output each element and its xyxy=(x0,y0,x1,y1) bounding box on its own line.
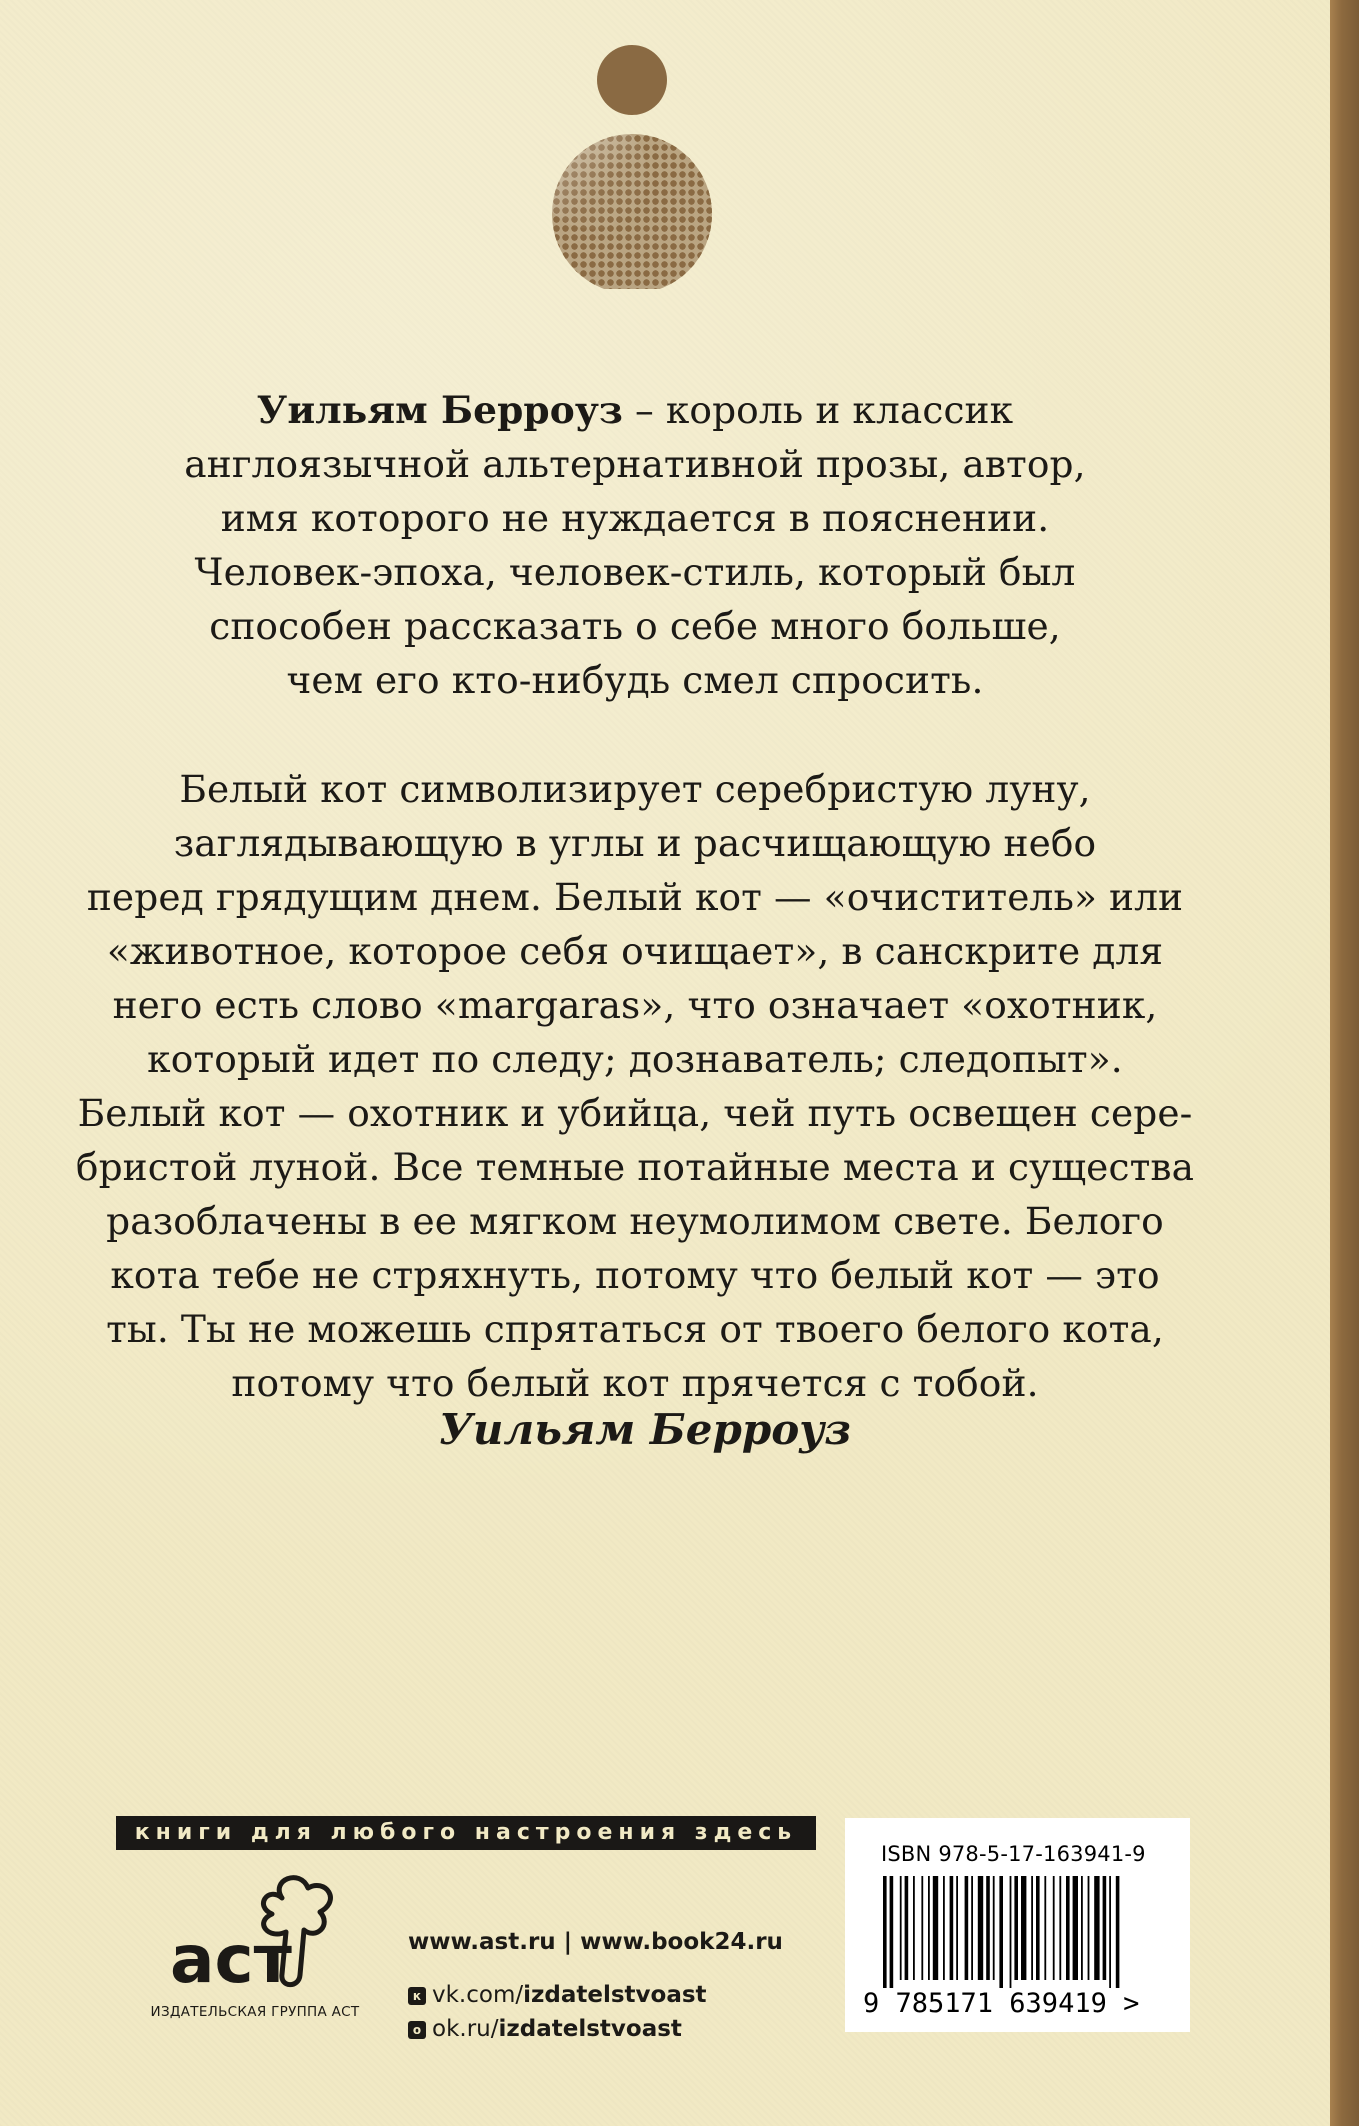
barcode-bar xyxy=(1088,1876,1090,1980)
ok-icon: о xyxy=(408,2021,426,2039)
quote-line: бристой луной. Все темные потайные места и существа xyxy=(75,1145,1195,1189)
barcode-bar xyxy=(913,1876,915,1980)
barcode-bar xyxy=(1116,1876,1120,1988)
barcode-bar xyxy=(1059,1876,1061,1980)
vk-link[interactable]: к vk.com/izdatelstvoast xyxy=(408,1978,783,2012)
barcode-bar xyxy=(1081,1876,1083,1980)
quote-line: перед грядущим днем. Белый кот — «очиститель» или xyxy=(86,875,1184,919)
quote-line: который идет по следу; дознаватель; следопыт». xyxy=(147,1037,1123,1081)
barcode-bar xyxy=(1036,1876,1040,1980)
barcode-bar xyxy=(883,1876,887,1988)
intro-line: англоязычной альтернативной прозы, автор, xyxy=(184,442,1086,486)
barcode-bars xyxy=(883,1876,1119,1988)
quote-line: потому что белый кот прячется с тобой. xyxy=(231,1361,1039,1405)
quote-line: ты. Ты не можешь спрятаться от твоего белого кота, xyxy=(106,1307,1164,1351)
barcode-bar xyxy=(1021,1876,1026,1980)
small-moon-icon xyxy=(597,45,667,115)
barcode-bar xyxy=(1109,1876,1111,1988)
isbn-number: ISBN 978-5-17-163941-9 xyxy=(881,1842,1146,1866)
barcode-bar xyxy=(1044,1876,1046,1980)
intro-line: Человек-эпоха, человек-стиль, который был xyxy=(194,550,1076,594)
quote-signature: Уильям Берроуз xyxy=(438,1405,852,1454)
publisher-caption: ИЗДАТЕЛЬСКАЯ ГРУППА АСТ xyxy=(150,2004,360,2020)
barcode-bar xyxy=(978,1876,983,1980)
website-links[interactable]: www.ast.ru | www.book24.ru xyxy=(408,1929,783,1955)
barcode-bar xyxy=(1073,1876,1078,1980)
halftone-moon-icon xyxy=(552,119,712,289)
quote-text xyxy=(60,762,1210,1410)
barcode-bar xyxy=(1014,1876,1018,1980)
barcode-bar xyxy=(965,1876,969,1980)
intro-line: имя которого не нуждается в пояснении. xyxy=(220,496,1050,540)
quote-line: «животное, которое себя очищает», в санскрите для xyxy=(106,929,1164,973)
quote-line: заглядывающую в углы и расчищающую небо xyxy=(173,821,1097,865)
quote-line: кота тебе не стряхнуть, потому что белый кот — это xyxy=(110,1253,1160,1297)
spine-edge xyxy=(1330,0,1359,2126)
ast-logo-icon xyxy=(150,1870,340,2000)
intro-line: способен рассказать о себе много больше, xyxy=(209,604,1061,648)
quote-line: Белый кот символизирует серебристую луну, xyxy=(179,767,1091,811)
quote-line: Белый кот — охотник и убийца, чей путь освещен сере- xyxy=(77,1091,1193,1135)
barcode-bar xyxy=(943,1876,945,1980)
publisher-tagline: книги для любого настроения здесь xyxy=(116,1816,816,1850)
barcode-bar xyxy=(950,1876,954,1980)
barcode-bar xyxy=(928,1876,930,1980)
barcode-bar xyxy=(999,1876,1003,1988)
barcode-bar xyxy=(890,1876,894,1988)
publisher-links xyxy=(408,1922,783,2046)
quote-line: него есть слово «margaras», что означает «охотник, xyxy=(112,983,1158,1027)
barcode-bar xyxy=(933,1876,938,1980)
barcode-bar xyxy=(1053,1876,1055,1980)
barcode-icon xyxy=(863,1876,1175,2018)
moon-ornament-icon xyxy=(552,44,712,289)
barcode-bar xyxy=(971,1876,973,1980)
author-intro: Уильям Берроуз – король и классик англоязычной альтернативной прозы, автор, имя которого не нуждается в пояснении. Человек-эпоха, человек-стиль, который был способен рассказать о себе много больше, чем его кто-нибудь смел спросить. xyxy=(60,383,1210,707)
barcode-bar xyxy=(956,1876,958,1980)
barcode-bar xyxy=(993,1876,995,1980)
barcode-bar xyxy=(986,1876,990,1980)
barcode-bar xyxy=(900,1876,902,1980)
barcode-digits: 9 785171 639419 > xyxy=(863,1988,1140,2018)
ok-link[interactable]: о ok.ru/izdatelstvoast xyxy=(408,2012,783,2046)
author-name: Уильям Берроуз xyxy=(256,388,623,432)
barcode-bar xyxy=(1103,1876,1107,1980)
quote-line: разоблачены в ее мягком неумолимом свете. Белого xyxy=(106,1199,1164,1243)
barcode-bar xyxy=(1094,1876,1099,1980)
logo-letters: аст xyxy=(170,1921,292,1998)
intro-line: чем его кто-нибудь смел спросить. xyxy=(286,658,984,702)
barcode-bar xyxy=(1031,1876,1033,1980)
barcode-bar xyxy=(1066,1876,1070,1980)
barcode-bar xyxy=(1010,1876,1012,1988)
barcode-bar xyxy=(921,1876,923,1980)
barcode-panel xyxy=(845,1818,1190,2032)
barcode-bar xyxy=(905,1876,909,1980)
vk-icon: к xyxy=(408,1987,426,2005)
